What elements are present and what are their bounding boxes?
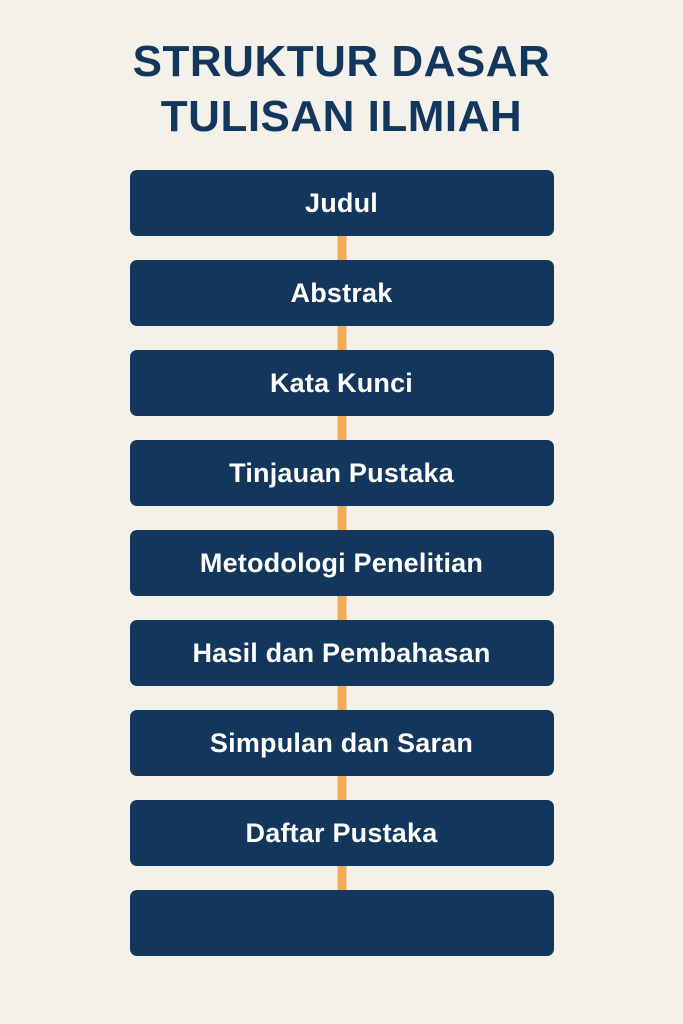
- step-label: Tinjauan Pustaka: [229, 457, 454, 488]
- step-list: [0, 170, 683, 956]
- step-item: [130, 440, 554, 506]
- step-label: Hasil dan Pembahasan: [192, 637, 491, 668]
- step-item: [130, 530, 554, 596]
- title-line-1: STRUKTUR DASAR: [132, 37, 551, 86]
- step-item: [130, 620, 554, 686]
- step-label: Simpulan dan Saran: [209, 727, 474, 758]
- page-title: [0, 0, 683, 144]
- step-item: [130, 710, 554, 776]
- step-item-empty: [130, 890, 554, 956]
- step-item: [130, 800, 554, 866]
- step-label: Abstrak: [290, 277, 393, 308]
- step-item: [130, 260, 554, 326]
- step-label: Daftar Pustaka: [245, 817, 438, 848]
- step-label: Metodologi Penelitian: [199, 547, 484, 578]
- step-item: [130, 170, 554, 236]
- title-line-2: TULISAN ILMIAH: [160, 92, 523, 141]
- flow-diagram: [0, 170, 683, 956]
- step-item: [130, 350, 554, 416]
- step-label: Kata Kunci: [269, 367, 414, 398]
- step-label: Judul: [305, 187, 378, 218]
